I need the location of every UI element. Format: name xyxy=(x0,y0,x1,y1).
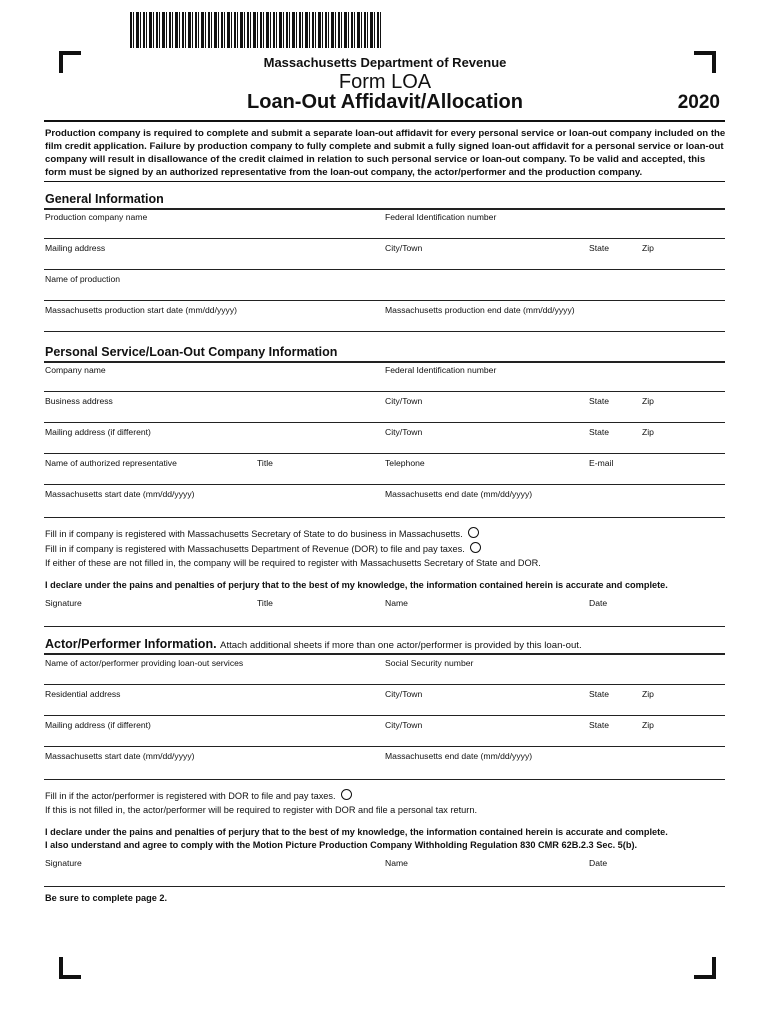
company-name-field[interactable]: Company name xyxy=(45,365,106,375)
actor-mailing-city-field[interactable]: City/Town xyxy=(385,720,423,730)
business-zip-field[interactable]: Zip xyxy=(642,396,654,406)
field-rule xyxy=(44,886,725,887)
actor-mailing-state-field[interactable]: State xyxy=(589,720,610,730)
actor-residential-state-field[interactable]: State xyxy=(589,689,610,699)
actor-registration-note: If this is not filled in, the actor/performer will be required to register with DOR and file a personal tax return. xyxy=(45,805,478,815)
company-signer-title-field[interactable]: Title xyxy=(257,598,273,608)
actor-sign-date-field[interactable]: Date xyxy=(589,858,608,868)
dor-registration-label: Fill in if company is registered with Massachusetts Department of Revenue (DOR) to file and pay taxes. xyxy=(45,544,465,554)
company-signer-name-field[interactable]: Name xyxy=(385,598,408,608)
footer-note: Be sure to complete page 2. xyxy=(45,893,168,903)
production-end-date-field[interactable]: Massachusetts production end date (mm/dd/yyyy) xyxy=(385,305,575,315)
actor-name-field[interactable]: Name of actor/performer providing loan-out services xyxy=(45,658,244,668)
actor-start-date-field[interactable]: Massachusetts start date (mm/dd/yyyy) xyxy=(45,751,195,761)
actor-mailing-address-field[interactable]: Mailing address (if different) xyxy=(45,720,151,730)
actor-ssn-field[interactable]: Social Security number xyxy=(385,658,474,668)
personal-heading-rule xyxy=(44,361,725,363)
actor-heading-rule xyxy=(44,653,725,655)
field-rule xyxy=(44,484,725,485)
field-rule xyxy=(44,779,725,780)
company-federal-id-field[interactable]: Federal Identification number xyxy=(385,365,497,375)
department-name: Massachusetts Department of Revenue xyxy=(263,55,507,70)
actor-mailing-zip-field[interactable]: Zip xyxy=(642,720,654,730)
field-rule xyxy=(44,746,725,747)
production-state-field[interactable]: State xyxy=(589,243,610,253)
sos-registration-row xyxy=(45,527,479,539)
actor-dor-radio[interactable] xyxy=(341,789,352,800)
header-rule xyxy=(44,120,725,122)
intro-text: Production company is required to complete and submit a separate loan-out affidavit for every personal service or loan-out company included on the film credit application. Failure by production company to fully complete and submit a fully signed loan-out affidavit for a personal service or loan-out company will result in disallowance of the credit claimed in relation to such personal service or loan-out company. To be valid and accepted, this form must be signed by an authorized representative from the loan-out company, the actor/performer and the production company. xyxy=(45,128,726,178)
company-mailing-zip-field[interactable]: Zip xyxy=(642,427,654,437)
registration-note: If either of these are not filled in, the company will be required to register with Massachusetts Secretary of State and DOR. xyxy=(45,558,541,568)
actor-residential-city-field[interactable]: City/Town xyxy=(385,689,423,699)
business-state-field[interactable]: State xyxy=(589,396,610,406)
company-mailing-state-field[interactable]: State xyxy=(589,427,610,437)
business-city-field[interactable]: City/Town xyxy=(385,396,423,406)
actor-declaration-2: I also understand and agree to comply with the Motion Picture Production Company Withholding Regulation 830 CMR 62B.2.3 Sec. 5(b). xyxy=(45,840,638,850)
personal-heading: Personal Service/Loan-Out Company Information xyxy=(45,345,338,359)
actor-heading-note: Attach additional sheets if more than one actor/performer is provided by this loan-out. xyxy=(220,640,582,651)
field-rule xyxy=(44,331,725,332)
company-sign-date-field[interactable]: Date xyxy=(589,598,608,608)
production-company-name-field[interactable]: Production company name xyxy=(45,212,148,222)
production-city-field[interactable]: City/Town xyxy=(385,243,423,253)
actor-signature-field[interactable]: Signature xyxy=(45,858,82,868)
field-rule xyxy=(44,238,725,239)
production-federal-id-field[interactable]: Federal Identification number xyxy=(385,212,497,222)
field-rule xyxy=(44,715,725,716)
actor-dor-label: Fill in if the actor/performer is registered with DOR to file and pay taxes. xyxy=(45,791,336,801)
actor-heading-row xyxy=(45,637,582,651)
name-of-production-field[interactable]: Name of production xyxy=(45,274,120,284)
general-heading-rule xyxy=(44,208,725,210)
field-rule xyxy=(44,269,725,270)
actor-end-date-field[interactable]: Massachusetts end date (mm/dd/yyyy) xyxy=(385,751,533,761)
authorized-rep-field[interactable]: Name of authorized representative xyxy=(45,458,177,468)
corner-mark-bottom-right xyxy=(694,957,716,979)
field-rule xyxy=(44,300,725,301)
field-rule xyxy=(44,626,725,627)
form-number: Form LOA xyxy=(338,71,432,93)
dor-registration-row xyxy=(45,542,481,554)
dor-registration-radio[interactable] xyxy=(470,542,481,553)
company-start-date-field[interactable]: Massachusetts start date (mm/dd/yyyy) xyxy=(45,489,195,499)
sos-registration-radio[interactable] xyxy=(468,527,479,538)
actor-heading: Actor/Performer Information. xyxy=(45,637,217,651)
company-mailing-address-field[interactable]: Mailing address (if different) xyxy=(45,427,151,437)
field-rule xyxy=(44,517,725,518)
form-year: 2020 xyxy=(677,92,720,113)
production-start-date-field[interactable]: Massachusetts production start date (mm/dd/yyyy) xyxy=(45,305,237,315)
email-field[interactable]: E-mail xyxy=(589,458,614,468)
production-mailing-address-field[interactable]: Mailing address xyxy=(45,243,106,253)
corner-mark-bottom-left xyxy=(59,957,81,979)
field-rule xyxy=(44,453,725,454)
general-heading: General Information xyxy=(45,192,164,206)
actor-declaration-1: I declare under the pains and penalties of perjury that to the best of my knowledge, the information contained herein is accurate and complete. xyxy=(45,827,668,837)
field-rule xyxy=(44,422,725,423)
barcode xyxy=(130,12,383,48)
actor-dor-row xyxy=(45,789,352,801)
intro-rule xyxy=(44,181,725,182)
company-signature-field[interactable]: Signature xyxy=(45,598,82,608)
business-address-field[interactable]: Business address xyxy=(45,396,113,406)
production-zip-field[interactable]: Zip xyxy=(642,243,654,253)
form-title: Loan-Out Affidavit/Allocation xyxy=(247,91,523,113)
actor-residential-address-field[interactable]: Residential address xyxy=(45,689,121,699)
actor-signer-name-field[interactable]: Name xyxy=(385,858,408,868)
telephone-field[interactable]: Telephone xyxy=(385,458,425,468)
company-end-date-field[interactable]: Massachusetts end date (mm/dd/yyyy) xyxy=(385,489,533,499)
field-rule xyxy=(44,684,725,685)
actor-residential-zip-field[interactable]: Zip xyxy=(642,689,654,699)
sos-registration-label: Fill in if company is registered with Massachusetts Secretary of State to do business in Massachusetts. xyxy=(45,529,463,539)
authorized-rep-title-field[interactable]: Title xyxy=(257,458,273,468)
company-declaration: I declare under the pains and penalties of perjury that to the best of my knowledge, the information contained herein is accurate and complete. xyxy=(45,580,668,590)
field-rule xyxy=(44,391,725,392)
company-mailing-city-field[interactable]: City/Town xyxy=(385,427,423,437)
